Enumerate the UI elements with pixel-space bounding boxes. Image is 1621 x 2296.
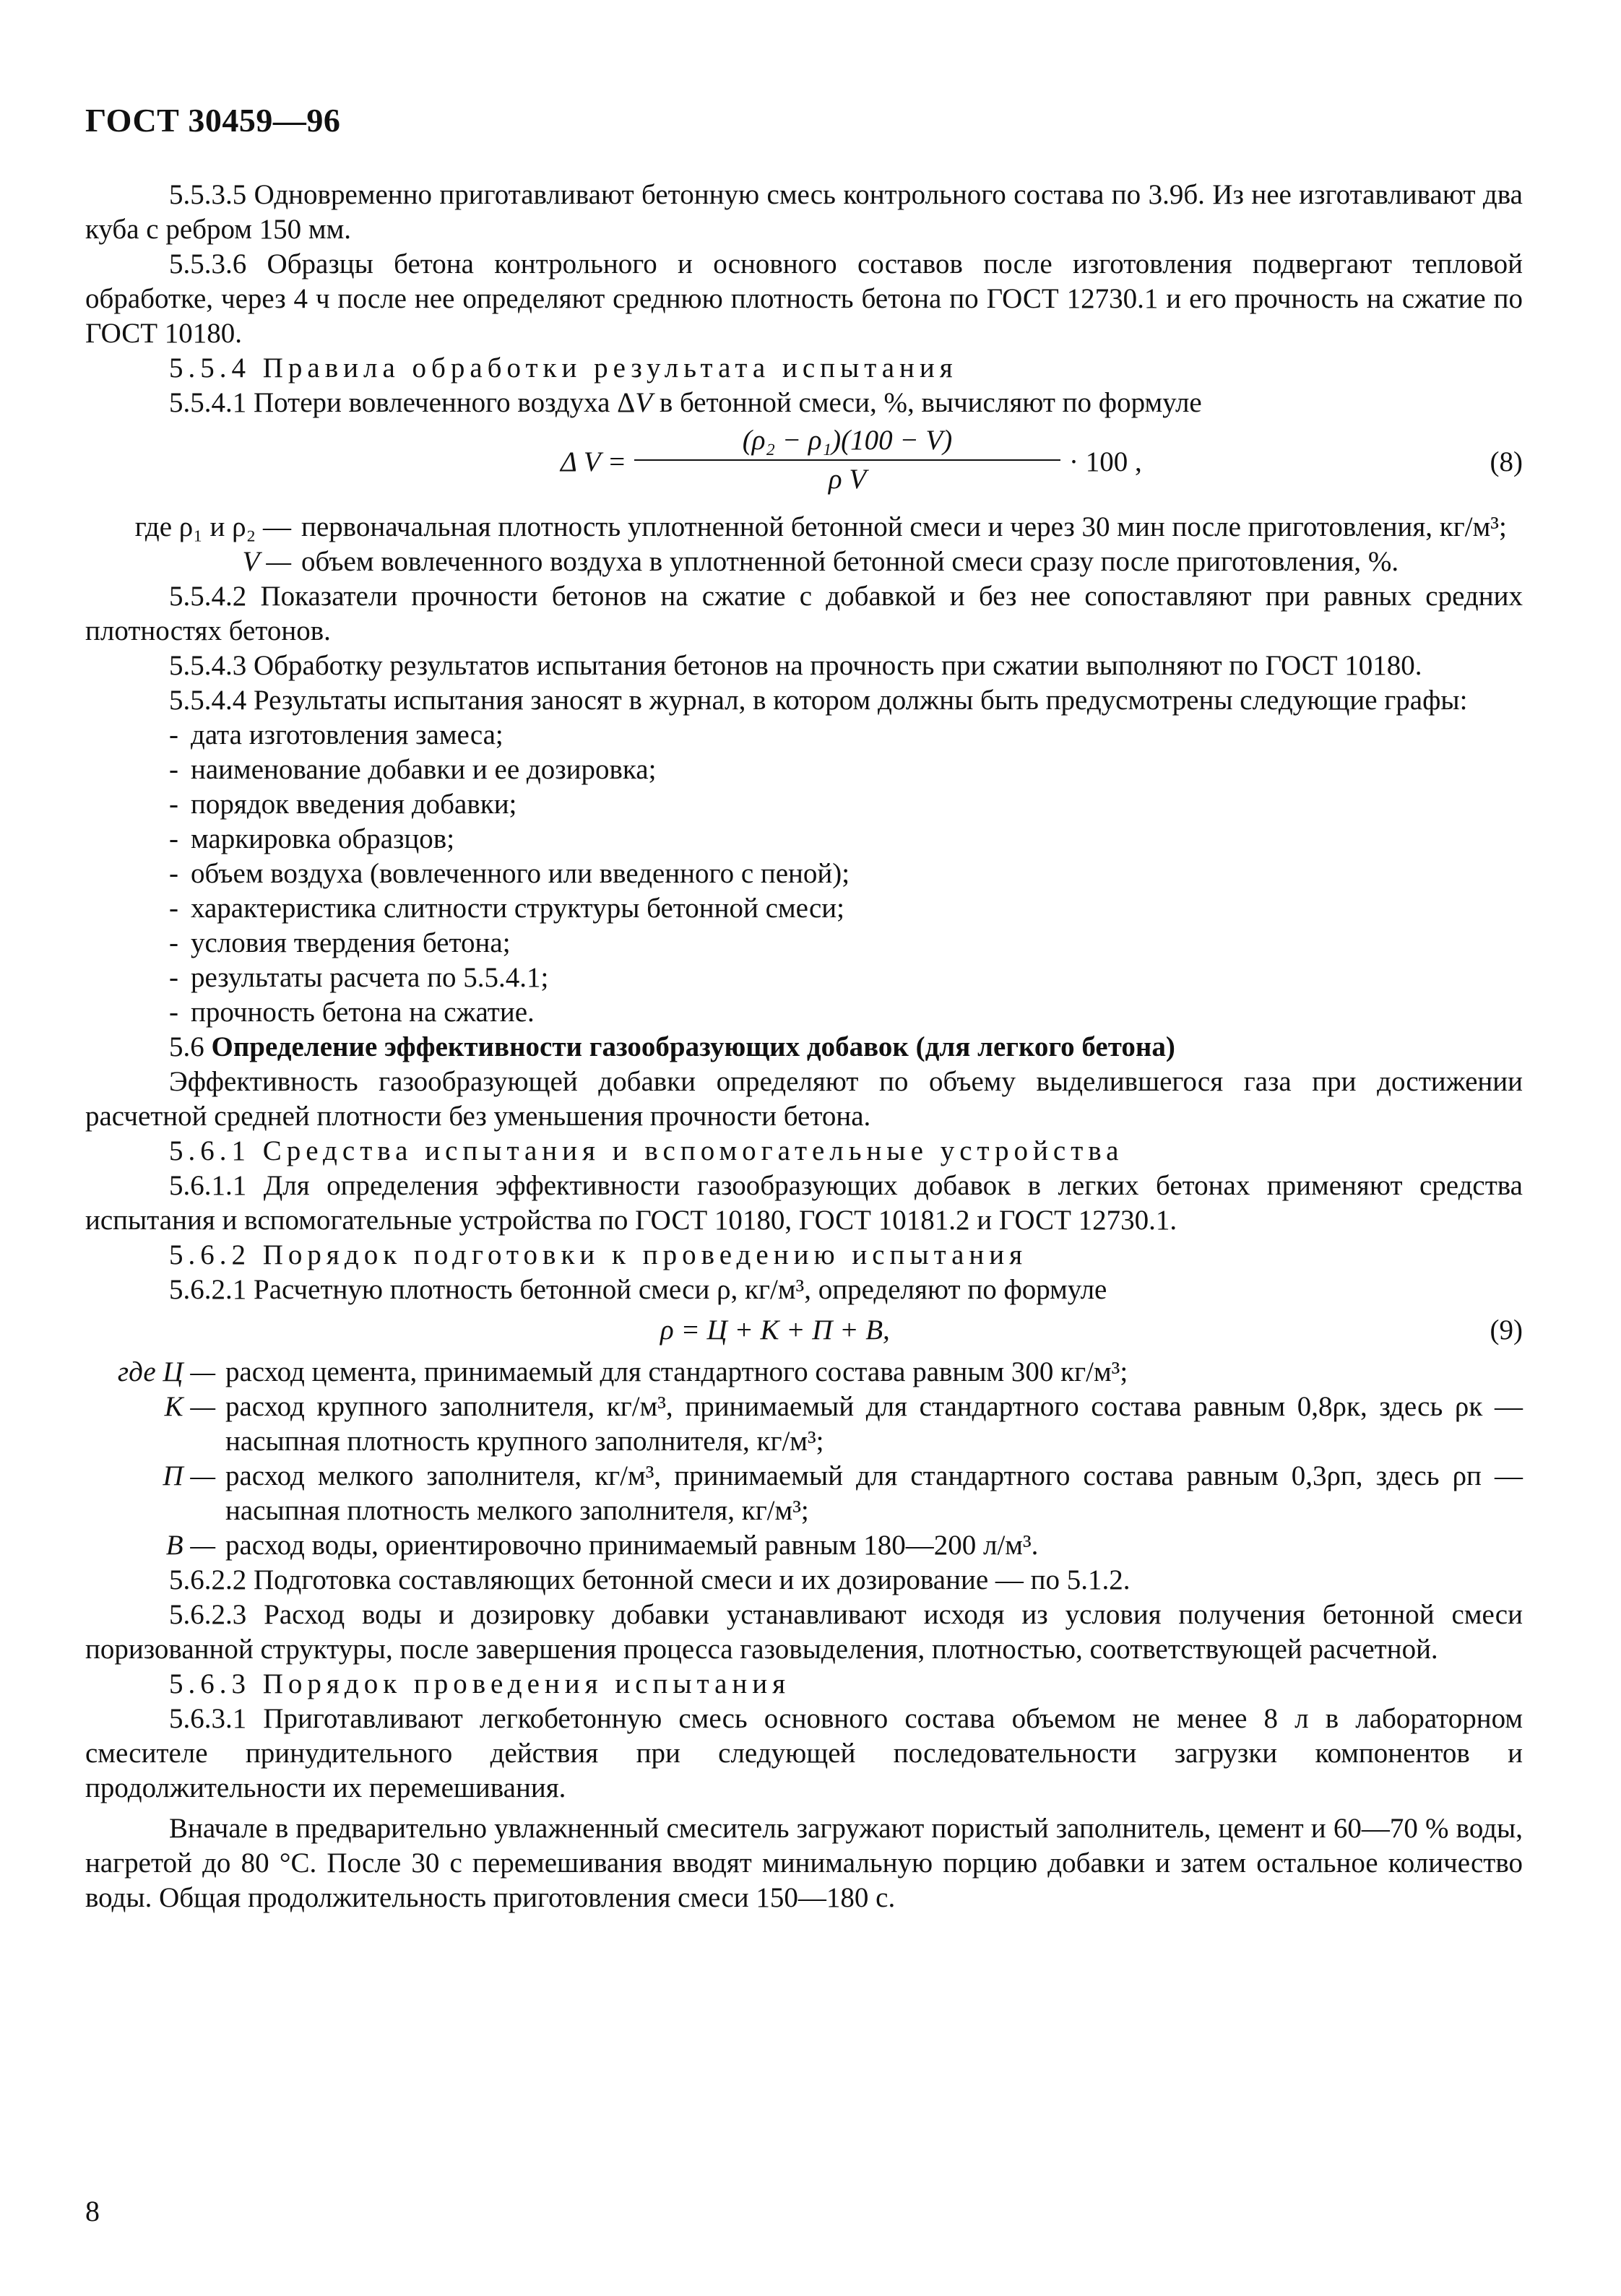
heading-5-6-2: 5.6.2 Порядок подготовки к проведению испытания bbox=[169, 1239, 1028, 1270]
where-desc: объем вовлеченного воздуха в уплотненной бетонной смеси сразу после приготовления, %. bbox=[301, 546, 1399, 577]
formula-8-lhs: Δ V = bbox=[561, 446, 627, 477]
formula-8-fraction bbox=[634, 423, 1060, 497]
list-item: - дата изготовления замеса; bbox=[169, 719, 503, 750]
where-term: В — bbox=[165, 1530, 215, 1561]
list-item: - наименование добавки и ее дозировка; bbox=[169, 754, 657, 785]
formula-8-number: (8) bbox=[1490, 446, 1523, 477]
heading-5-6-3: 5.6.3 Порядок проведения испытания bbox=[169, 1668, 791, 1699]
paragraph-5-6-2-3: 5.6.2.3 Расход воды и дозировку добавки устанавливают исходя из условия получения бетонной смеси поризованной структуры, после завершения процесса газовыделения, плотностью, соответствующей расчетной. bbox=[85, 1599, 1523, 1665]
list-item: - объем воздуха (вовлеченного или введенного с пеной); bbox=[169, 858, 850, 889]
where-term: V — bbox=[242, 546, 291, 577]
paragraph-5-5-4-4: 5.5.4.4 Результаты испытания заносят в журнал, в котором должны быть предусмотрены следующие графы: bbox=[169, 685, 1468, 716]
where-item bbox=[85, 1355, 1523, 1390]
page-header: ГОСТ 30459—96 bbox=[85, 102, 341, 139]
formula-9-number: (9) bbox=[1490, 1314, 1523, 1346]
paragraph-5-6-3-1: 5.6.3.1 Приготавливают легкобетонную смесь основного состава объемом не менее 8 л в лабораторном смесителе принудительного действия при следующей последовательности загрузки компонентов и продолжительности их перемешивания. bbox=[85, 1703, 1523, 1803]
list-item: - порядок введения добавки; bbox=[169, 789, 517, 820]
list-item: - маркировка образцов; bbox=[169, 823, 455, 854]
paragraph-5-6-2-2: 5.6.2.2 Подготовка составляющих бетонной смеси и их дозирование — по 5.1.2. bbox=[169, 1564, 1131, 1595]
list-item: - результаты расчета по 5.5.4.1; bbox=[169, 962, 549, 993]
paragraph-vnachale: Вначале в предварительно увлажненный смеситель загружают пористый заполнитель, цемент и 60—70 % воды, нагретой до 80 °С. После 30 с перемешивания вводят минимальную порцию добавки и затем остальное количество воды. Общая продолжительность приготовления смеси 150—180 с. bbox=[85, 1813, 1523, 1913]
paragraph-5-5-4-2: 5.5.4.2 Показатели прочности бетонов на сжатие с добавкой и без нее сопоставляют при равных средних плотностях бетонов. bbox=[85, 581, 1523, 646]
paragraph-5-5-4-3: 5.5.4.3 Обработку результатов испытания бетонов на прочность при сжатии выполняют по ГОСТ 10180. bbox=[169, 650, 1422, 681]
formula-9-body: ρ = Ц + К + П + В, bbox=[660, 1314, 890, 1346]
where-item bbox=[85, 1459, 1523, 1528]
paragraph-5-5-4-1: 5.5.4.1 Потери вовлеченного воздуха ΔV в бетонной смеси, %, вычисляют по формуле bbox=[169, 387, 1202, 418]
paragraph-5-6: Эффективность газообразующей добавки определяют по объему выделившегося газа при достижении расчетной средней плотности без уменьшения прочности бетона. bbox=[85, 1066, 1523, 1132]
formula-9 bbox=[85, 1310, 1523, 1351]
heading-5-6-1: 5.6.1 Средства испытания и вспомогательные устройства bbox=[169, 1135, 1124, 1166]
list-item: - прочность бетона на сжатие. bbox=[169, 997, 535, 1028]
paragraph-5-5-3-6: 5.5.3.6 Образцы бетона контрольного и основного составов после изготовления подвергают тепловой обработке, через 4 ч после нее определяют среднюю плотность бетона по ГОСТ 12730.1 и его прочность на сжатие по ГОСТ 10180. bbox=[85, 248, 1523, 349]
where-term: где Ц — bbox=[117, 1356, 215, 1387]
where-item bbox=[85, 545, 1523, 579]
list-item: - условия твердения бетона; bbox=[169, 927, 511, 958]
where-item bbox=[85, 1390, 1523, 1459]
paragraph-5-6-1-1: 5.6.1.1 Для определения эффективности газообразующих добавок в легких бетонах применяют средства испытания и вспомогательные устройства по ГОСТ 10180, ГОСТ 10181.2 и ГОСТ 12730.1. bbox=[85, 1170, 1523, 1236]
where-item bbox=[85, 1528, 1523, 1563]
list-item: - характеристика слитности структуры бетонной смеси; bbox=[169, 893, 844, 924]
main-content bbox=[85, 178, 1523, 1915]
where-term: П — bbox=[163, 1460, 215, 1491]
paragraph-5-6-2-1: 5.6.2.1 Расчетную плотность бетонной смеси ρ, кг/м³, определяют по формуле bbox=[169, 1274, 1107, 1305]
page-number: 8 bbox=[85, 2195, 100, 2227]
where-desc: расход цемента, принимаемый для стандартного состава равным 300 кг/м³; bbox=[225, 1356, 1128, 1387]
heading-5-6: 5.6 Определение эффективности газообразующих добавок (для легкого бетона) bbox=[169, 1031, 1175, 1062]
where-term: К — bbox=[164, 1391, 215, 1422]
formula-8 bbox=[85, 423, 1523, 504]
where-desc: первоначальная плотность уплотненной бетонной смеси и через 30 мин после приготовления, кг/м³; bbox=[301, 511, 1507, 542]
formula-8-numerator: (ρ₂ − ρ₁)(100 − V) bbox=[634, 423, 1060, 461]
paragraph-5-5-3-5: 5.5.3.5 Одновременно приготавливают бетонную смесь контрольного состава по 3.9б. Из нее изготавливают два куба с ребром 150 мм. bbox=[85, 179, 1523, 245]
where-desc: расход мелкого заполнителя, кг/м³, принимаемый для стандартного состава равным 0,3ρп, здесь ρп — насыпная плотность мелкого заполнителя, кг/м³; bbox=[225, 1460, 1523, 1526]
heading-5-5-4: 5.5.4 Правила обработки результата испытания bbox=[169, 352, 958, 384]
where-item bbox=[85, 510, 1523, 545]
where-desc: расход крупного заполнителя, кг/м³, принимаемый для стандартного состава равным 0,8ρк, здесь ρк — насыпная плотность крупного заполнителя, кг/м³; bbox=[225, 1391, 1523, 1457]
where-desc: расход воды, ориентировочно принимаемый равным 180—200 л/м³. bbox=[225, 1530, 1039, 1561]
where-term: где ρ₁ и ρ₂ — bbox=[134, 511, 291, 542]
formula-8-tail: · 100 , bbox=[1069, 446, 1142, 477]
formula-8-denominator: ρ V bbox=[828, 464, 867, 495]
